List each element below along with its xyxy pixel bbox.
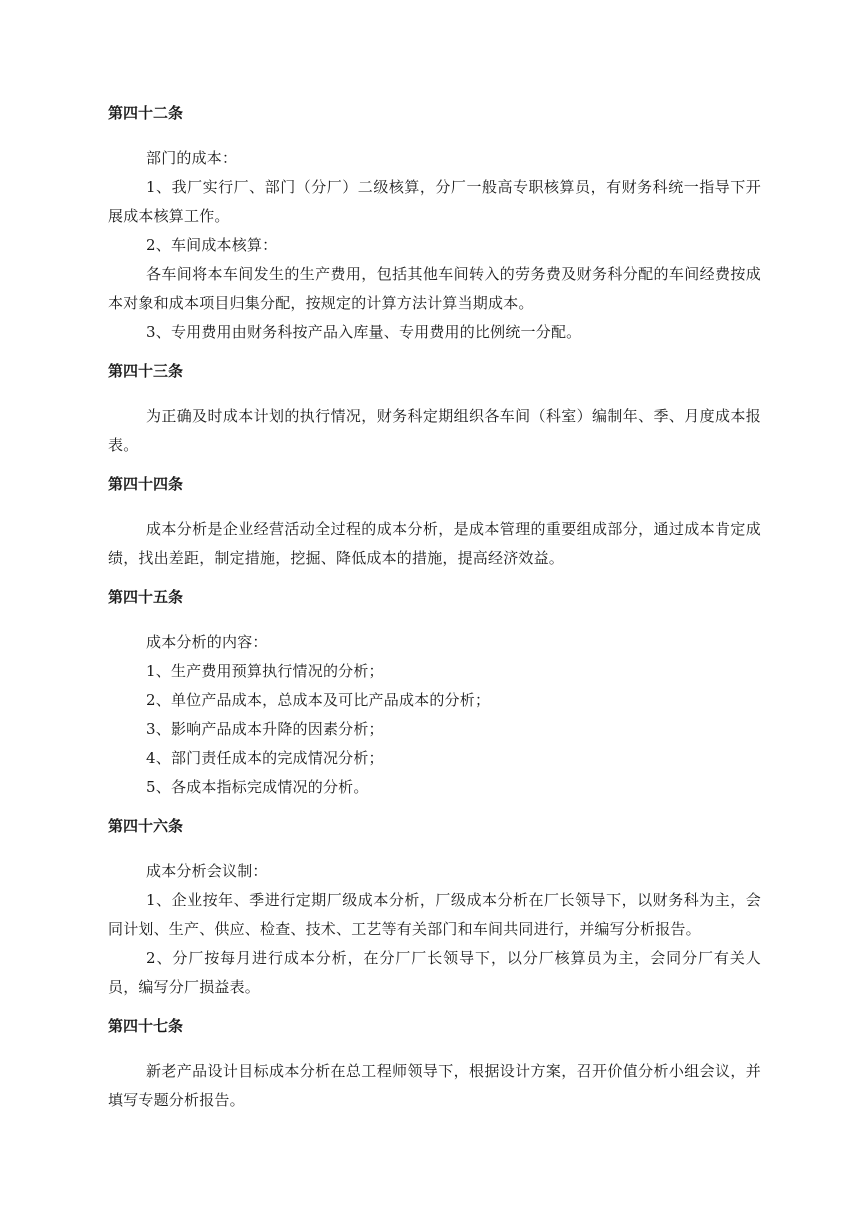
article-paragraph: 为正确及时成本计划的执行情况，财务科定期组织各车间（科室）编制年、季、月度成本报表。 (108, 407, 761, 454)
article-45 (108, 586, 761, 802)
article-paragraph: 部门的成本： (146, 149, 238, 167)
article-paragraph: 2、单位产品成本，总成本及可比产品成本的分析； (146, 691, 491, 709)
article-paragraph: 各车间将本车间发生的生产费用，包括其他车间转入的劳务费及财务科分配的车间经费按成本对象和成本项目归集分配，按规定的计算方法计算当期成本。 (108, 265, 761, 312)
article-47 (108, 1015, 761, 1115)
article-paragraph: 成本分析是企业经营活动全过程的成本分析，是成本管理的重要组成部分，通过成本肯定成绩，找出差距，制定措施，挖掘、降低成本的措施，提高经济效益。 (108, 520, 761, 567)
article-paragraph: 1、我厂实行厂、部门（分厂）二级核算，分厂一般高专职核算员，有财务科统一指导下开展成本核算工作。 (108, 178, 761, 225)
article-paragraph: 1、生产费用预算执行情况的分析； (146, 662, 384, 680)
article-paragraph: 新老产品设计目标成本分析在总工程师领导下，根据设计方案，召开价值分析小组会议，并填写专题分析报告。 (108, 1062, 761, 1109)
article-heading: 第四十四条 (108, 475, 184, 493)
article-43 (108, 360, 761, 460)
article-paragraph: 5、各成本指标完成情况的分析。 (146, 778, 369, 796)
article-heading: 第四十三条 (108, 362, 184, 380)
article-paragraph: 成本分析的内容： (146, 633, 268, 651)
article-44 (108, 473, 761, 573)
article-46 (108, 815, 761, 1002)
article-paragraph: 3、影响产品成本升降的因素分析； (146, 720, 384, 738)
article-paragraph: 成本分析会议制： (146, 862, 268, 880)
article-paragraph: 1、企业按年、季进行定期厂级成本分析，厂级成本分析在厂长领导下，以财务科为主，会同计划、生产、供应、检查、技术、工艺等有关部门和车间共同进行，并编写分析报告。 (108, 891, 761, 938)
article-heading: 第四十五条 (108, 588, 184, 606)
article-heading: 第四十二条 (108, 104, 184, 122)
article-paragraph: 3、专用费用由财务科按产品入库量、专用费用的比例统一分配。 (146, 323, 582, 341)
article-paragraph: 2、分厂按每月进行成本分析，在分厂厂长领导下，以分厂核算员为主，会同分厂有关人员，编写分厂损益表。 (108, 949, 761, 996)
article-paragraph: 2、车间成本核算： (146, 236, 278, 254)
article-heading: 第四十六条 (108, 817, 184, 835)
article-heading: 第四十七条 (108, 1017, 184, 1035)
article-42 (108, 102, 761, 347)
article-paragraph: 4、部门责任成本的完成情况分析； (146, 749, 384, 767)
